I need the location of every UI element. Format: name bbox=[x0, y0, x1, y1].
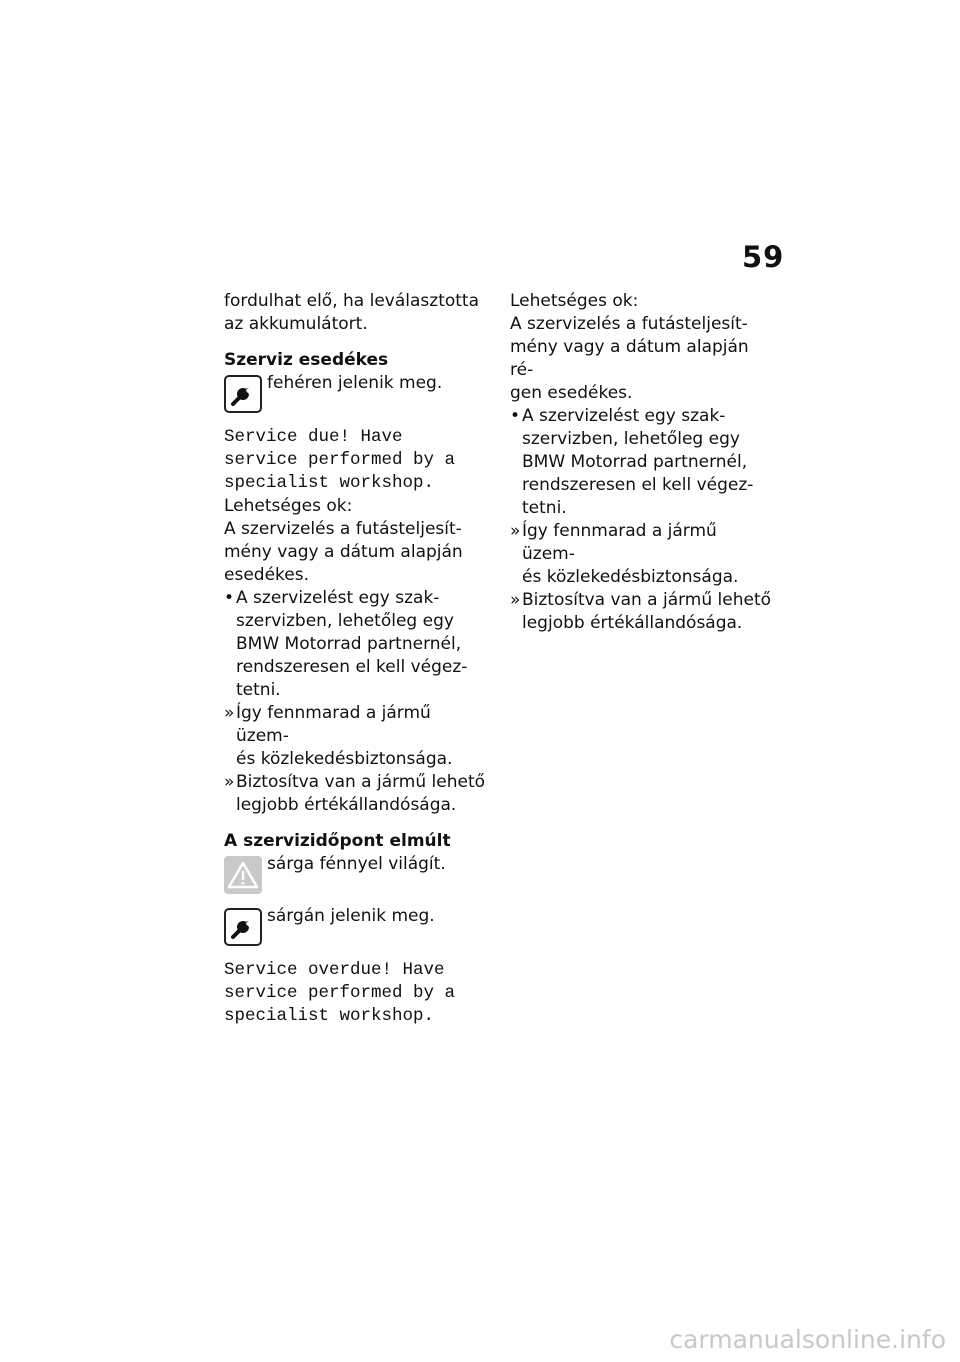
service-due-icon-text: fehéren jelenik meg. bbox=[267, 373, 443, 393]
bullet-symbol: • bbox=[510, 406, 521, 426]
service-due-heading: Szerviz esedékes bbox=[224, 350, 389, 370]
display-message-line-2: service performed by a bbox=[224, 450, 456, 470]
cause-line-3: gen esedékes. bbox=[510, 383, 633, 403]
result-symbol: » bbox=[224, 703, 235, 723]
overdue-message-line-3: specialist workshop. bbox=[224, 1006, 435, 1026]
result-symbol: » bbox=[510, 521, 521, 541]
cause-label: Lehetséges ok: bbox=[224, 496, 353, 516]
right-column bbox=[510, 290, 772, 635]
intro-line-1: fordulhat elő, ha leválasztotta bbox=[224, 291, 480, 311]
cause-line-1: A szervizelés a futásteljesít- bbox=[224, 519, 462, 539]
warning-icon-text: sárga fénnyel világít. bbox=[267, 854, 446, 874]
overdue-message-line-2: service performed by a bbox=[224, 983, 456, 1003]
result-item: » Biztosítva van a jármű lehető legjobb értékállandósága. bbox=[224, 772, 486, 815]
cause-line-2: mény vagy a dátum alapján bbox=[224, 542, 463, 562]
cause-line-1: A szervizelés a futásteljesít- bbox=[510, 314, 748, 334]
left-column bbox=[224, 290, 486, 1028]
cause-label: Lehetséges ok: bbox=[510, 291, 639, 311]
result-item: » Biztosítva van a jármű lehető legjobb értékállandósága. bbox=[510, 590, 772, 633]
display-message-line-3: specialist workshop. bbox=[224, 473, 435, 493]
cause-line-2: mény vagy a dátum alapján ré- bbox=[510, 337, 749, 380]
intro-line-2: az akkumulátort. bbox=[224, 314, 368, 334]
page-number: 59 bbox=[742, 240, 785, 274]
list-item: • A szervizelést egy szak- szervizben, lehetőleg egy BMW Motorrad partnernél, rendszeresen el kell végez- tetni. bbox=[510, 406, 754, 518]
warning-indicator bbox=[224, 853, 486, 899]
service-overdue-heading: A szervizidőpont elmúlt bbox=[224, 831, 451, 851]
warning-triangle-icon bbox=[224, 856, 262, 894]
result-symbol: » bbox=[510, 590, 521, 610]
watermark: carmanualsonline.info bbox=[669, 1325, 946, 1354]
display-message-line-1: Service due! Have bbox=[224, 427, 403, 447]
overdue-message-line-1: Service overdue! Have bbox=[224, 960, 445, 980]
result-symbol: » bbox=[224, 772, 235, 792]
wrench-icon bbox=[224, 908, 262, 946]
result-item: » Így fennmarad a jármű üzem- és közlekedésbiztonsága. bbox=[510, 521, 739, 587]
cause-line-3: esedékes. bbox=[224, 565, 309, 585]
service-overdue-indicator bbox=[224, 905, 486, 951]
result-item: » Így fennmarad a jármű üzem- és közlekedésbiztonsága. bbox=[224, 703, 453, 769]
bullet-symbol: • bbox=[224, 588, 235, 608]
service-due-indicator bbox=[224, 372, 486, 418]
list-item: • A szervizelést egy szak- szervizben, lehetőleg egy BMW Motorrad partnernél, rendszeresen el kell végez- tetni. bbox=[224, 588, 468, 700]
wrench-icon bbox=[224, 375, 262, 413]
service-overdue-icon-text: sárgán jelenik meg. bbox=[267, 906, 435, 926]
